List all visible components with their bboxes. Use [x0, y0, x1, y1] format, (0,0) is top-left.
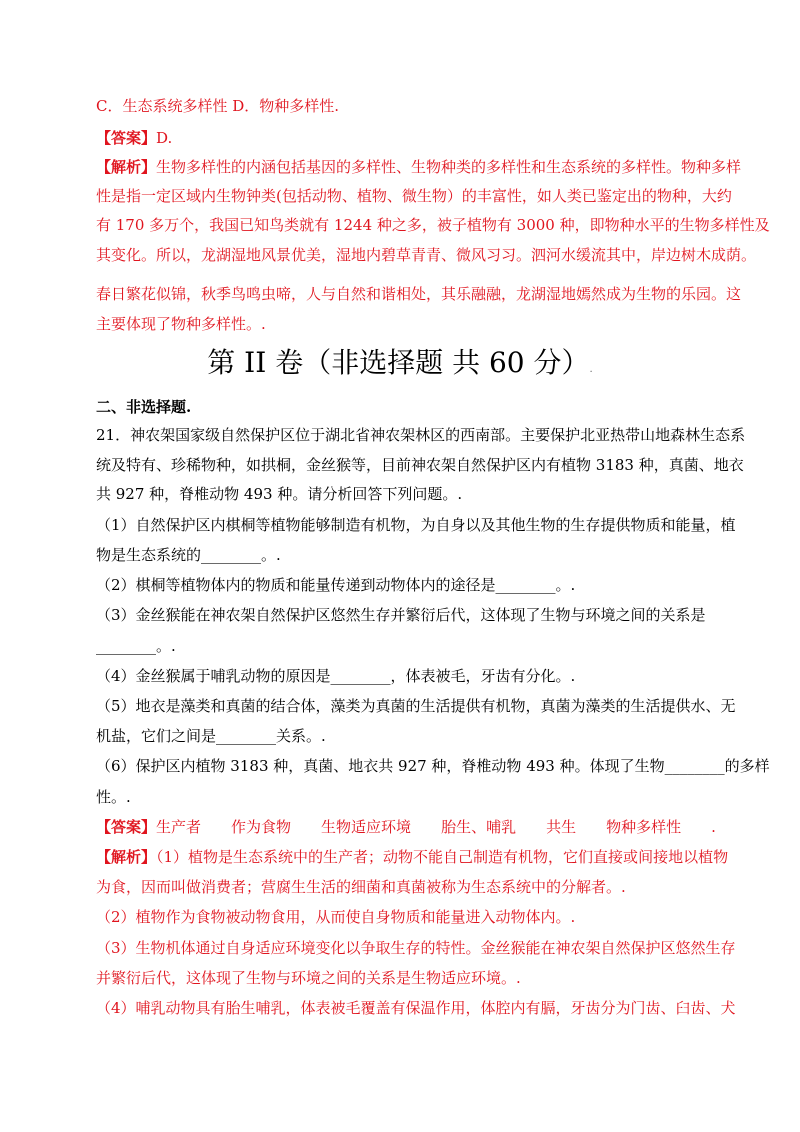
answer-value: D.: [156, 129, 173, 147]
question-21-sub-3b: ________。.: [96, 637, 176, 655]
answer-tail: .: [711, 818, 716, 836]
analysis-21-line-5: 并繁衍后代，这体现了生物与环境之间的关系是生物适应环境。.: [96, 969, 521, 987]
question-21-sub-5b: 机盐，它们之间是________关系。.: [96, 727, 326, 745]
question-21-sub-4: （4）金丝猴属于哺乳动物的原因是________，体表被毛，牙齿有分化。.: [96, 667, 576, 685]
question-21-sub-1b: 物是生态系统的________。.: [96, 546, 281, 564]
part-heading: 二、非选择题.: [96, 398, 192, 416]
question-21-sub-6: （6）保护区内植物 3183 种，真菌、地衣共 927 种，脊椎动物 493 种。体现了生物________的多样: [96, 757, 770, 775]
answer-item: 生产者: [156, 818, 202, 836]
analysis-1-line-6: 主要体现了物种多样性。.: [96, 315, 266, 333]
analysis-1-line-4: 其变化。所以，龙湖湿地风景优美，湿地内碧草青青、微风习习。泗河水缓流其中，岸边树木成荫。: [96, 246, 757, 264]
answer-item: 物种多样性: [606, 818, 682, 836]
analysis-21-line-3: （2）植物作为食物被动物食用，从而使自身物质和能量进入动物体内。.: [96, 908, 576, 926]
question-21-sub-1: （1）自然保护区内棋桐等植物能够制造有机物，为自身以及其他生物的生存提供物质和能量，植: [96, 516, 736, 534]
analysis-1-line-5: 春日繁花似锦，秋季鸟鸣虫啼，人与自然和谐相处，其乐融融，龙湖湿地嫣然成为生物的乐园。这: [96, 285, 742, 303]
analysis-1-line-2: 性是指一定区域内生物钟类(包括动物、植物、微生物）的丰富性，如人类已鉴定出的物种，大约: [96, 187, 732, 205]
options-line: C．生态系统多样性 D．物种多样性.: [96, 97, 340, 115]
section-title: 第 II 卷（非选择题 共 60 分）.: [207, 346, 593, 379]
question-21-sub-6b: 性。.: [96, 788, 131, 806]
answer-label: 【答案】: [96, 818, 157, 836]
analysis-21-line-6: （4）哺乳动物具有胎生哺乳，体表被毛覆盖有保温作用，体腔内有膈，牙齿分为门齿、臼齿、犬: [96, 999, 736, 1017]
answer-item: 生物适应环境: [321, 818, 412, 836]
answer-1: [96, 128, 172, 148]
analysis-21-line-2: 为食，因而叫做消费者；营腐生生活的细菌和真菌被称为生态系统中的分解者。.: [96, 878, 626, 896]
question-21-stem-3: 共 927 种，脊椎动物 493 种。请分析回答下列问题。.: [96, 485, 463, 503]
answer-item: 胎生、哺乳: [441, 818, 517, 836]
analysis-21-line-1: 【解析】（1）植物是生态系统中的生产者；动物不能自己制造有机物，它们直接或间接地以植物: [96, 848, 729, 866]
answer-item: 作为食物: [231, 818, 292, 836]
answer-item: 共生: [546, 818, 577, 836]
question-21-sub-5: （5）地衣是藻类和真菌的结合体，藻类为真菌的生活提供有机物，真菌为藻类的生活提供水、无: [96, 697, 736, 715]
question-21-stem-1: 21．神农架国家级自然保护区位于湖北省神农架林区的西南部。主要保护北亚热带山地森林生态系: [96, 426, 746, 444]
analysis-1-line-3: 有 170 多万个，我国已知鸟类就有 1244 种之多，被子植物有 3000 种，即物种水平的生物多样性及: [96, 216, 770, 234]
question-21-stem-2: 统及特有、珍稀物种，如拱桐，金丝猴等，目前神农架自然保护区内有植物 3183 种，真菌、地衣: [96, 456, 744, 474]
analysis-1-line-1: 【解析】生物多样性的内涵包括基因的多样性、生物种类的多样性和生态系统的多样性。物种多样: [96, 158, 742, 176]
analysis-label: 【解析】: [96, 848, 157, 866]
analysis-label: 【解析】: [96, 158, 157, 176]
question-21-sub-3: （3）金丝猴能在神农架自然保护区悠然生存并繁衍后代，这体现了生物与环境之间的关系是: [96, 606, 706, 624]
answer-21: [96, 817, 716, 837]
analysis-21-line-4: （3）生物机体通过自身适应环境变化以争取生存的特性。金丝猴能在神农架自然保护区悠然生存: [96, 939, 736, 957]
answer-label: 【答案】: [96, 129, 157, 147]
question-21-sub-2: （2）棋桐等植物体内的物质和能量传递到动物体内的途径是________。.: [96, 576, 576, 594]
